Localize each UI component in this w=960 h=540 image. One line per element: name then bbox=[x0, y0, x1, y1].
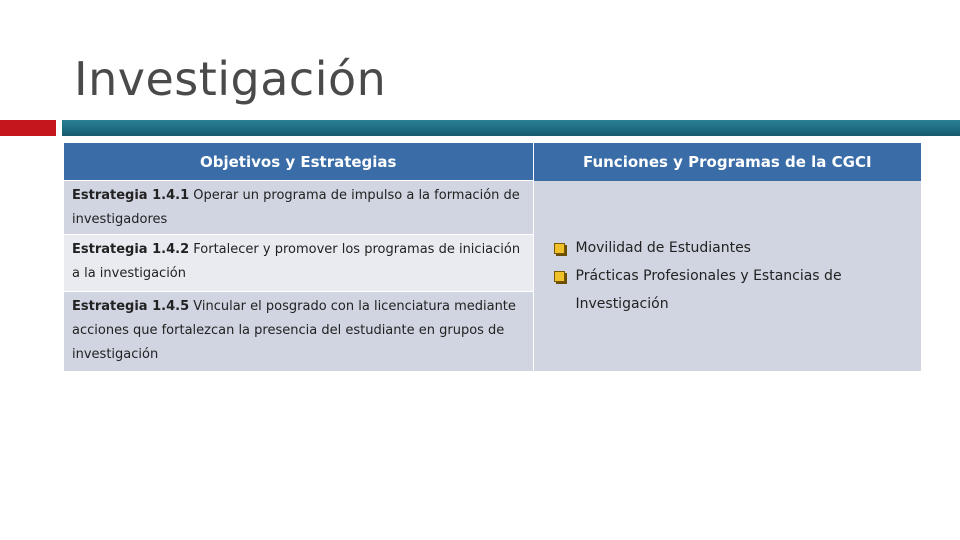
strategy-code: Estrategia 1.4.2 bbox=[72, 242, 190, 257]
list-item bbox=[554, 262, 912, 318]
accent-bar-teal bbox=[62, 120, 960, 136]
strategy-code: Estrategia 1.4.5 bbox=[72, 299, 190, 314]
slide-title: Investigación bbox=[74, 52, 387, 106]
accent-bar-red bbox=[0, 120, 56, 136]
strategy-text: Fortalecer y promover los programas de iniciación a la investigación bbox=[72, 242, 521, 281]
list-item bbox=[554, 234, 912, 262]
strategy-text: Vincular el posgrado con la licenciatura mediante acciones que fortalezcan la presencia del estudiante en grupos de investigación bbox=[72, 299, 516, 362]
strategy-code: Estrategia 1.4.1 bbox=[72, 188, 190, 203]
header-programs: Funciones y Programas de la CGCI bbox=[533, 143, 921, 181]
header-objectives: Objetivos y Estrategias bbox=[64, 143, 533, 181]
programs-list bbox=[554, 234, 912, 318]
strategy-cell bbox=[64, 292, 533, 372]
strategy-cell bbox=[64, 235, 533, 292]
programs-cell bbox=[533, 181, 921, 372]
strategy-text: Operar un programa de impulso a la formación de investigadores bbox=[72, 188, 520, 227]
strategy-cell bbox=[64, 181, 533, 235]
table-row bbox=[64, 181, 921, 235]
program-label: Prácticas Profesionales y Estancias de Investigación bbox=[575, 267, 842, 312]
square-bullet-icon bbox=[554, 271, 565, 282]
program-label: Movilidad de Estudiantes bbox=[575, 239, 751, 256]
strategies-table bbox=[64, 143, 921, 371]
table-header-row bbox=[64, 143, 921, 181]
square-bullet-icon bbox=[554, 243, 565, 254]
